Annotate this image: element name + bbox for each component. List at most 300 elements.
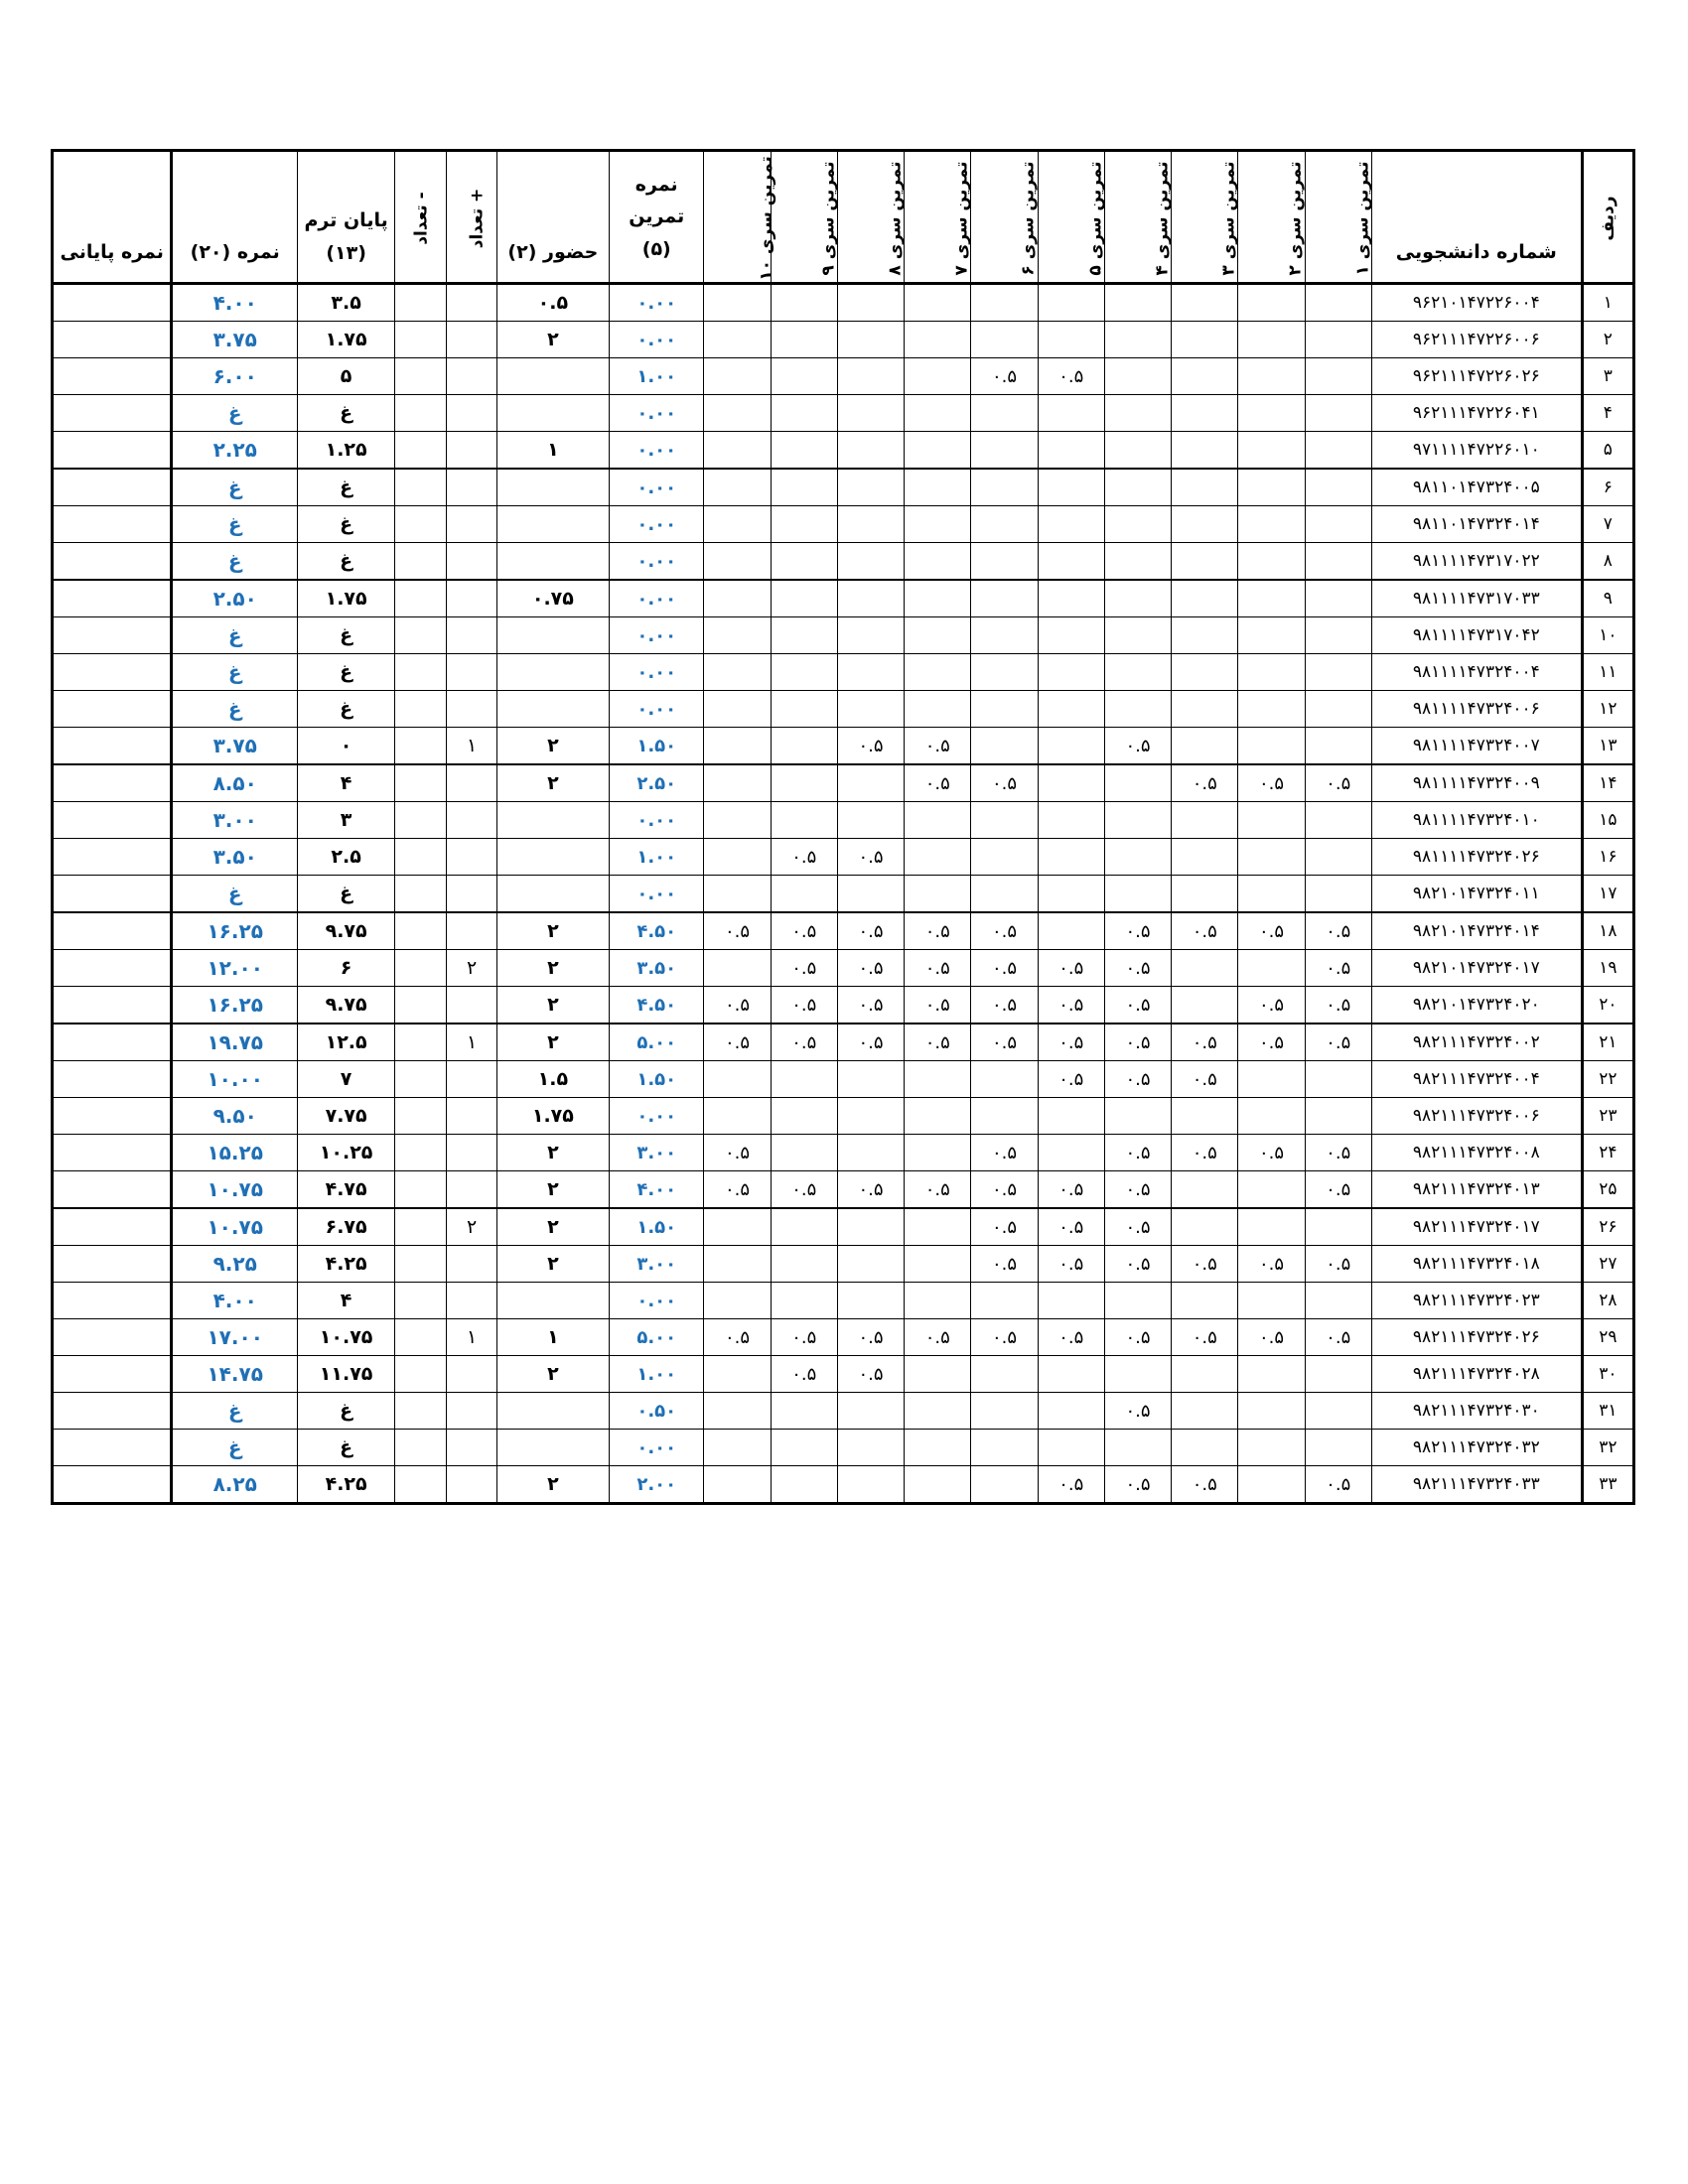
hw5-cell (1038, 469, 1104, 506)
hw6-cell (971, 469, 1038, 506)
header-endterm (297, 151, 394, 284)
final-grade-cell (53, 395, 172, 432)
endterm-cell: ۹.۷۵ (297, 987, 394, 1024)
hw2-cell: ۰.۵ (1238, 1135, 1305, 1171)
endterm-cell: غ (297, 506, 394, 543)
final-grade-cell (53, 322, 172, 358)
hw9-cell (771, 395, 837, 432)
hw4-cell (1104, 876, 1171, 913)
hw8-cell (837, 654, 904, 691)
count-plus-cell (447, 912, 496, 950)
hw1-cell (1305, 839, 1371, 876)
header-hw6-label: تمرین سری ۶ (1018, 160, 1039, 276)
hw7-cell (905, 432, 971, 470)
hw4-cell: ۰.۵ (1104, 987, 1171, 1024)
hw5-cell (1038, 322, 1104, 358)
row-number-cell: ۱۳ (1582, 728, 1633, 765)
hw3-cell: ۰.۵ (1172, 1135, 1238, 1171)
endterm-cell: غ (297, 617, 394, 654)
hw2-cell (1238, 1430, 1305, 1466)
student-id-cell: ۹۶۲۱۱۱۴۷۲۲۶۰۰۶ (1371, 322, 1582, 358)
header-row-number (1582, 151, 1633, 284)
hw10-cell (704, 764, 771, 802)
count-plus-cell (447, 543, 496, 581)
hw8-cell: ۰.۵ (837, 1024, 904, 1061)
hw10-cell (704, 284, 771, 322)
hw10-cell: ۰.۵ (704, 1135, 771, 1171)
hw3-cell (1172, 1171, 1238, 1209)
header-final-grade-label: نمره پایانی (60, 240, 164, 263)
hw6-cell (971, 1393, 1038, 1430)
hw4-cell: ۰.۵ (1104, 1246, 1171, 1283)
row-number-cell: ۱۷ (1582, 876, 1633, 913)
header-grade20 (172, 151, 297, 284)
grade20-cell: ۳.۷۵ (172, 728, 297, 765)
final-grade-cell (53, 1171, 172, 1209)
hw5-cell: ۰.۵ (1038, 1061, 1104, 1098)
hw1-cell: ۰.۵ (1305, 1171, 1371, 1209)
count-plus-cell: ۱ (447, 1319, 496, 1356)
table-row (53, 654, 1634, 691)
hw-grade-cell: ۰.۰۰ (610, 580, 704, 617)
row-number-cell: ۲ (1582, 322, 1633, 358)
count-plus-cell (447, 469, 496, 506)
hw6-cell (971, 1098, 1038, 1135)
hw7-cell: ۰.۵ (905, 912, 971, 950)
hw1-cell (1305, 1098, 1371, 1135)
hw7-cell (905, 839, 971, 876)
endterm-cell: غ (297, 469, 394, 506)
hw9-cell (771, 284, 837, 322)
header-hw6 (971, 151, 1038, 284)
hw2-cell: ۰.۵ (1238, 912, 1305, 950)
hw7-cell (905, 1283, 971, 1319)
attendance-cell (496, 617, 609, 654)
hw8-cell (837, 1246, 904, 1283)
hw2-cell (1238, 1098, 1305, 1135)
hw2-cell (1238, 617, 1305, 654)
hw7-cell (905, 322, 971, 358)
hw4-cell (1104, 543, 1171, 581)
hw1-cell: ۰.۵ (1305, 1319, 1371, 1356)
hw4-cell: ۰.۵ (1104, 1135, 1171, 1171)
count-plus-cell (447, 1393, 496, 1430)
hw4-cell (1104, 764, 1171, 802)
hw6-cell (971, 728, 1038, 765)
hw2-cell: ۰.۵ (1238, 1246, 1305, 1283)
hw10-cell (704, 876, 771, 913)
final-grade-cell (53, 1098, 172, 1135)
count-minus-cell (395, 1466, 447, 1504)
hw9-cell (771, 1208, 837, 1246)
hw1-cell (1305, 1393, 1371, 1430)
hw8-cell: ۰.۵ (837, 839, 904, 876)
hw3-cell (1172, 284, 1238, 322)
header-final-grade (53, 151, 172, 284)
count-minus-cell (395, 395, 447, 432)
hw-grade-cell: ۵.۰۰ (610, 1319, 704, 1356)
hw9-cell: ۰.۵ (771, 839, 837, 876)
count-minus-cell (395, 1430, 447, 1466)
student-id-cell: ۹۷۱۱۱۱۴۷۲۲۶۰۱۰ (1371, 432, 1582, 470)
hw2-cell (1238, 1061, 1305, 1098)
hw5-cell: ۰.۵ (1038, 1319, 1104, 1356)
hw8-cell (837, 802, 904, 839)
hw6-cell (971, 1283, 1038, 1319)
row-number-cell: ۵ (1582, 432, 1633, 470)
hw-grade-cell: ۱.۰۰ (610, 839, 704, 876)
row-number-cell: ۷ (1582, 506, 1633, 543)
header-endterm-max: (۱۳) (326, 241, 366, 264)
hw1-cell: ۰.۵ (1305, 764, 1371, 802)
hw-grade-cell: ۰.۰۰ (610, 322, 704, 358)
hw2-cell (1238, 580, 1305, 617)
count-minus-cell (395, 764, 447, 802)
hw5-cell: ۰.۵ (1038, 1024, 1104, 1061)
hw3-cell (1172, 432, 1238, 470)
count-minus-cell (395, 691, 447, 728)
hw-grade-cell: ۵.۰۰ (610, 1024, 704, 1061)
hw4-cell: ۰.۵ (1104, 950, 1171, 987)
hw2-cell (1238, 1283, 1305, 1319)
final-grade-cell (53, 1246, 172, 1283)
hw5-cell (1038, 1356, 1104, 1393)
endterm-cell: ۷ (297, 1061, 394, 1098)
hw3-cell: ۰.۵ (1172, 912, 1238, 950)
hw10-cell: ۰.۵ (704, 912, 771, 950)
hw1-cell (1305, 543, 1371, 581)
hw7-cell (905, 1466, 971, 1504)
final-grade-cell (53, 506, 172, 543)
student-id-cell: ۹۸۱۱۱۱۴۷۳۱۷۰۳۳ (1371, 580, 1582, 617)
hw7-cell: ۰.۵ (905, 987, 971, 1024)
attendance-cell: ۲ (496, 987, 609, 1024)
hw2-cell (1238, 1356, 1305, 1393)
header-row-number-label: ردیف (1598, 195, 1618, 241)
hw6-cell (971, 1466, 1038, 1504)
student-id-cell: ۹۸۱۱۰۱۴۷۳۲۴۰۱۴ (1371, 506, 1582, 543)
grade20-cell: ۶.۰۰ (172, 358, 297, 395)
header-hw1 (1305, 151, 1371, 284)
final-grade-cell (53, 284, 172, 322)
attendance-cell: ۰.۷۵ (496, 580, 609, 617)
student-id-cell: ۹۸۱۱۱۱۴۷۳۲۴۰۱۰ (1371, 802, 1582, 839)
hw5-cell (1038, 284, 1104, 322)
header-hw9-label: تمرین سری ۹ (818, 160, 839, 276)
grade20-cell: ۴.۰۰ (172, 284, 297, 322)
hw5-cell (1038, 876, 1104, 913)
endterm-cell: غ (297, 395, 394, 432)
header-count-plus (447, 151, 496, 284)
hw4-cell (1104, 1430, 1171, 1466)
final-grade-cell (53, 912, 172, 950)
row-number-cell: ۱۰ (1582, 617, 1633, 654)
hw8-cell: ۰.۵ (837, 1319, 904, 1356)
hw5-cell: ۰.۵ (1038, 358, 1104, 395)
hw3-cell (1172, 1430, 1238, 1466)
row-number-cell: ۴ (1582, 395, 1633, 432)
hw8-cell (837, 395, 904, 432)
table-row (53, 506, 1634, 543)
header-hw5-label: تمرین سری ۵ (1085, 160, 1106, 276)
count-plus-cell (447, 802, 496, 839)
hw3-cell (1172, 1208, 1238, 1246)
hw10-cell (704, 1061, 771, 1098)
hw7-cell: ۰.۵ (905, 950, 971, 987)
endterm-cell: ۷.۷۵ (297, 1098, 394, 1135)
hw1-cell (1305, 1356, 1371, 1393)
student-id-cell: ۹۸۱۱۱۱۴۷۳۲۴۰۰۹ (1371, 764, 1582, 802)
hw2-cell (1238, 469, 1305, 506)
hw9-cell (771, 543, 837, 581)
student-id-cell: ۹۸۲۱۱۱۴۷۳۲۴۰۰۶ (1371, 1098, 1582, 1135)
hw1-cell: ۰.۵ (1305, 912, 1371, 950)
attendance-cell: ۲ (496, 1024, 609, 1061)
hw6-cell (971, 1430, 1038, 1466)
hw9-cell: ۰.۵ (771, 950, 837, 987)
count-plus-cell (447, 1246, 496, 1283)
count-plus-cell (447, 1430, 496, 1466)
header-hw4 (1104, 151, 1171, 284)
student-id-cell: ۹۸۲۱۱۱۴۷۳۲۴۰۰۸ (1371, 1135, 1582, 1171)
header-hw5 (1038, 151, 1104, 284)
hw10-cell (704, 358, 771, 395)
grades-table (51, 149, 1635, 1505)
hw-grade-cell: ۰.۰۰ (610, 543, 704, 581)
hw9-cell (771, 1061, 837, 1098)
hw8-cell (837, 506, 904, 543)
hw-grade-cell: ۰.۰۰ (610, 506, 704, 543)
final-grade-cell (53, 543, 172, 581)
hw9-cell (771, 1283, 837, 1319)
final-grade-cell (53, 1208, 172, 1246)
hw7-cell (905, 1098, 971, 1135)
table-row (53, 580, 1634, 617)
hw5-cell (1038, 1098, 1104, 1135)
count-plus-cell: ۱ (447, 1024, 496, 1061)
count-minus-cell (395, 1061, 447, 1098)
grade20-cell: ۹.۲۵ (172, 1246, 297, 1283)
hw5-cell (1038, 617, 1104, 654)
hw1-cell (1305, 284, 1371, 322)
endterm-cell: ۶.۷۵ (297, 1208, 394, 1246)
count-minus-cell (395, 1208, 447, 1246)
hw7-cell (905, 543, 971, 581)
hw10-cell (704, 1283, 771, 1319)
header-hw3 (1172, 151, 1238, 284)
attendance-cell: ۲ (496, 912, 609, 950)
endterm-cell: غ (297, 654, 394, 691)
grade20-cell: غ (172, 617, 297, 654)
student-id-cell: ۹۸۲۱۱۱۴۷۳۲۴۰۰۴ (1371, 1061, 1582, 1098)
hw3-cell: ۰.۵ (1172, 1061, 1238, 1098)
grade20-cell: ۱۰.۰۰ (172, 1061, 297, 1098)
count-minus-cell (395, 1246, 447, 1283)
final-grade-cell (53, 839, 172, 876)
header-hw8 (837, 151, 904, 284)
count-minus-cell (395, 432, 447, 470)
hw7-cell (905, 395, 971, 432)
student-id-cell: ۹۸۲۱۱۱۴۷۳۲۴۰۰۲ (1371, 1024, 1582, 1061)
final-grade-cell (53, 580, 172, 617)
final-grade-cell (53, 1283, 172, 1319)
hw8-cell (837, 322, 904, 358)
row-number-cell: ۱۶ (1582, 839, 1633, 876)
hw9-cell: ۰.۵ (771, 987, 837, 1024)
hw1-cell (1305, 580, 1371, 617)
row-number-cell: ۳۳ (1582, 1466, 1633, 1504)
final-grade-cell (53, 432, 172, 470)
table-row (53, 912, 1634, 950)
grade20-cell: غ (172, 876, 297, 913)
hw10-cell (704, 506, 771, 543)
hw3-cell (1172, 617, 1238, 654)
header-hw7-label: تمرین سری ۷ (951, 160, 972, 276)
hw9-cell (771, 432, 837, 470)
hw2-cell (1238, 654, 1305, 691)
row-number-cell: ۲۷ (1582, 1246, 1633, 1283)
hw5-cell (1038, 764, 1104, 802)
hw3-cell (1172, 1098, 1238, 1135)
hw5-cell: ۰.۵ (1038, 1246, 1104, 1283)
hw-grade-cell: ۴.۰۰ (610, 1171, 704, 1209)
hw3-cell (1172, 654, 1238, 691)
header-count-minus-label: تعداد - (411, 191, 432, 245)
hw5-cell: ۰.۵ (1038, 1171, 1104, 1209)
grade20-cell: غ (172, 691, 297, 728)
table-row (53, 1466, 1634, 1504)
hw6-cell (971, 322, 1038, 358)
count-plus-cell (447, 987, 496, 1024)
hw3-cell: ۰.۵ (1172, 1466, 1238, 1504)
row-number-cell: ۳۰ (1582, 1356, 1633, 1393)
student-id-cell: ۹۸۲۱۰۱۴۷۳۲۴۰۱۱ (1371, 876, 1582, 913)
attendance-cell (496, 358, 609, 395)
attendance-cell: ۲ (496, 322, 609, 358)
hw2-cell (1238, 432, 1305, 470)
hw1-cell (1305, 1208, 1371, 1246)
hw9-cell (771, 322, 837, 358)
hw9-cell (771, 876, 837, 913)
hw5-cell (1038, 1430, 1104, 1466)
count-plus-cell (447, 1466, 496, 1504)
hw-grade-cell: ۱.۵۰ (610, 728, 704, 765)
hw1-cell (1305, 469, 1371, 506)
hw8-cell (837, 1466, 904, 1504)
header-hw-grade-line1: نمره (634, 174, 678, 197)
hw4-cell (1104, 1283, 1171, 1319)
table-row (53, 1024, 1634, 1061)
hw4-cell: ۰.۵ (1104, 1319, 1171, 1356)
endterm-cell: ۲.۵ (297, 839, 394, 876)
hw8-cell (837, 1208, 904, 1246)
final-grade-cell (53, 1061, 172, 1098)
hw1-cell (1305, 432, 1371, 470)
student-id-cell: ۹۸۱۱۱۱۴۷۳۱۷۰۴۲ (1371, 617, 1582, 654)
count-minus-cell (395, 802, 447, 839)
table-row (53, 358, 1634, 395)
count-plus-cell: ۲ (447, 1208, 496, 1246)
hw5-cell (1038, 1135, 1104, 1171)
endterm-cell: ۱.۷۵ (297, 580, 394, 617)
hw1-cell (1305, 617, 1371, 654)
attendance-cell: ۲ (496, 728, 609, 765)
hw8-cell: ۰.۵ (837, 912, 904, 950)
count-plus-cell: ۲ (447, 950, 496, 987)
final-grade-cell (53, 1319, 172, 1356)
hw1-cell (1305, 691, 1371, 728)
hw3-cell (1172, 1393, 1238, 1430)
grade20-cell: ۱۷.۰۰ (172, 1319, 297, 1356)
hw4-cell (1104, 358, 1171, 395)
final-grade-cell (53, 1466, 172, 1504)
student-id-cell: ۹۸۲۱۰۱۴۷۳۲۴۰۱۴ (1371, 912, 1582, 950)
header-attendance (496, 151, 609, 284)
hw4-cell (1104, 469, 1171, 506)
hw5-cell (1038, 432, 1104, 470)
hw2-cell (1238, 839, 1305, 876)
hw3-cell: ۰.۵ (1172, 764, 1238, 802)
hw6-cell (971, 691, 1038, 728)
student-id-cell: ۹۸۲۱۱۱۴۷۳۲۴۰۱۳ (1371, 1171, 1582, 1209)
count-plus-cell (447, 764, 496, 802)
student-id-cell: ۹۸۱۱۱۱۴۷۳۲۴۰۰۶ (1371, 691, 1582, 728)
hw4-cell (1104, 432, 1171, 470)
hw9-cell (771, 1430, 837, 1466)
hw8-cell (837, 1393, 904, 1430)
hw-grade-cell: ۰.۰۰ (610, 654, 704, 691)
header-hw2 (1238, 151, 1305, 284)
hw7-cell (905, 802, 971, 839)
row-number-cell: ۲۰ (1582, 987, 1633, 1024)
hw7-cell: ۰.۵ (905, 1024, 971, 1061)
hw9-cell: ۰.۵ (771, 1171, 837, 1209)
hw1-cell: ۰.۵ (1305, 987, 1371, 1024)
header-student-id (1371, 151, 1582, 284)
table-row (53, 1319, 1634, 1356)
hw7-cell (905, 1356, 971, 1393)
row-number-cell: ۲۱ (1582, 1024, 1633, 1061)
attendance-cell (496, 654, 609, 691)
count-minus-cell (395, 506, 447, 543)
hw10-cell (704, 654, 771, 691)
attendance-cell: ۲ (496, 1208, 609, 1246)
count-minus-cell (395, 728, 447, 765)
table-row (53, 395, 1634, 432)
attendance-cell (496, 876, 609, 913)
hw4-cell (1104, 691, 1171, 728)
endterm-cell: غ (297, 691, 394, 728)
hw1-cell (1305, 654, 1371, 691)
hw10-cell (704, 950, 771, 987)
final-grade-cell (53, 764, 172, 802)
hw-grade-cell: ۰.۰۰ (610, 395, 704, 432)
hw7-cell: ۰.۵ (905, 728, 971, 765)
hw4-cell (1104, 284, 1171, 322)
count-plus-cell: ۱ (447, 728, 496, 765)
hw2-cell (1238, 358, 1305, 395)
hw7-cell (905, 580, 971, 617)
hw6-cell: ۰.۵ (971, 1319, 1038, 1356)
hw1-cell (1305, 322, 1371, 358)
table-row (53, 987, 1634, 1024)
row-number-cell: ۱۱ (1582, 654, 1633, 691)
hw2-cell (1238, 950, 1305, 987)
row-number-cell: ۲۹ (1582, 1319, 1633, 1356)
hw10-cell (704, 617, 771, 654)
table-row (53, 1283, 1634, 1319)
attendance-cell: ۱.۷۵ (496, 1098, 609, 1135)
